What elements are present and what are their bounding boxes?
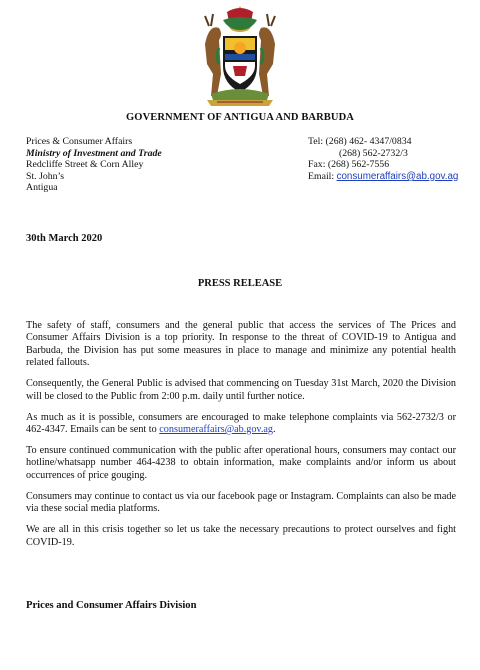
paragraph-social-media: Consumers may continue to contact us via our facebook page or Instagram. Complaints can also be made via these social media platforms. (26, 490, 456, 515)
paragraph-complaints-text: As much as it is possible, consumers are encouraged to make telephone complaints via 562-2732/3 or 462-4347. Emails can be sent to (26, 411, 456, 436)
paragraph-safety: The safety of staff, consumers and the general public that access the services of The Prices and Consumer Affairs Division is a top priority. In response to the threat of COVID-19 to Antigua and Barbuda, the Division has put some measures in place to manage and minimize any potential health related fallouts. (26, 320, 456, 369)
paragraph-complaints-end: . (273, 424, 276, 436)
telephone: Tel: (268) 462- 4347/0834 (308, 136, 412, 147)
press-release-title: PRESS RELEASE (197, 278, 283, 289)
paragraph-closing: We are all in this crisis together so let us take the necessary precautions to protect ourselves and fight COVID-19. (26, 524, 456, 548)
press-release-body (26, 320, 456, 558)
address-line-city: St. John’s (26, 170, 65, 182)
address-line-ministry: Ministry of Investment and Trade (26, 147, 162, 159)
paragraph-hotline: To ensure continued communication with the public after operational hours, consumers may contact our hotline/whatsapp number 464-4238 to obtain information, make complaints and/or inform us about occurrences of price gouging. (26, 445, 456, 481)
email-line (308, 171, 458, 183)
complaints-email-link[interactable]: consumeraffairs@ab.gov.ag (159, 424, 274, 436)
email-label: Email: (308, 170, 337, 182)
sender-address (26, 136, 162, 194)
government-title: GOVERNMENT OF ANTIGUA AND BARBUDA (126, 112, 354, 123)
signature: Prices and Consumer Affairs Division (26, 600, 197, 611)
paragraph-closure: Consequently, the General Public is advised that commencing on Tuesday 31st March, 2020 the Division will be closed to the Public from 2:00 p.m. daily until further notice. (26, 378, 456, 402)
telephone-secondary: (268) 562-2732/3 (339, 147, 408, 159)
release-date: 30th March 2020 (26, 233, 103, 244)
email-link[interactable]: consumeraffairs@ab.gov.ag (336, 170, 459, 182)
address-line-street: Redcliffe Street & Corn Alley (26, 159, 144, 171)
contact-block (308, 136, 458, 182)
fax: Fax: (268) 562-7556 (308, 159, 390, 171)
paragraph-complaints (26, 412, 456, 437)
coat-of-arms-icon (197, 4, 283, 108)
address-line-country: Antigua (26, 182, 58, 194)
address-line-division: Prices & Consumer Affairs (26, 136, 133, 147)
